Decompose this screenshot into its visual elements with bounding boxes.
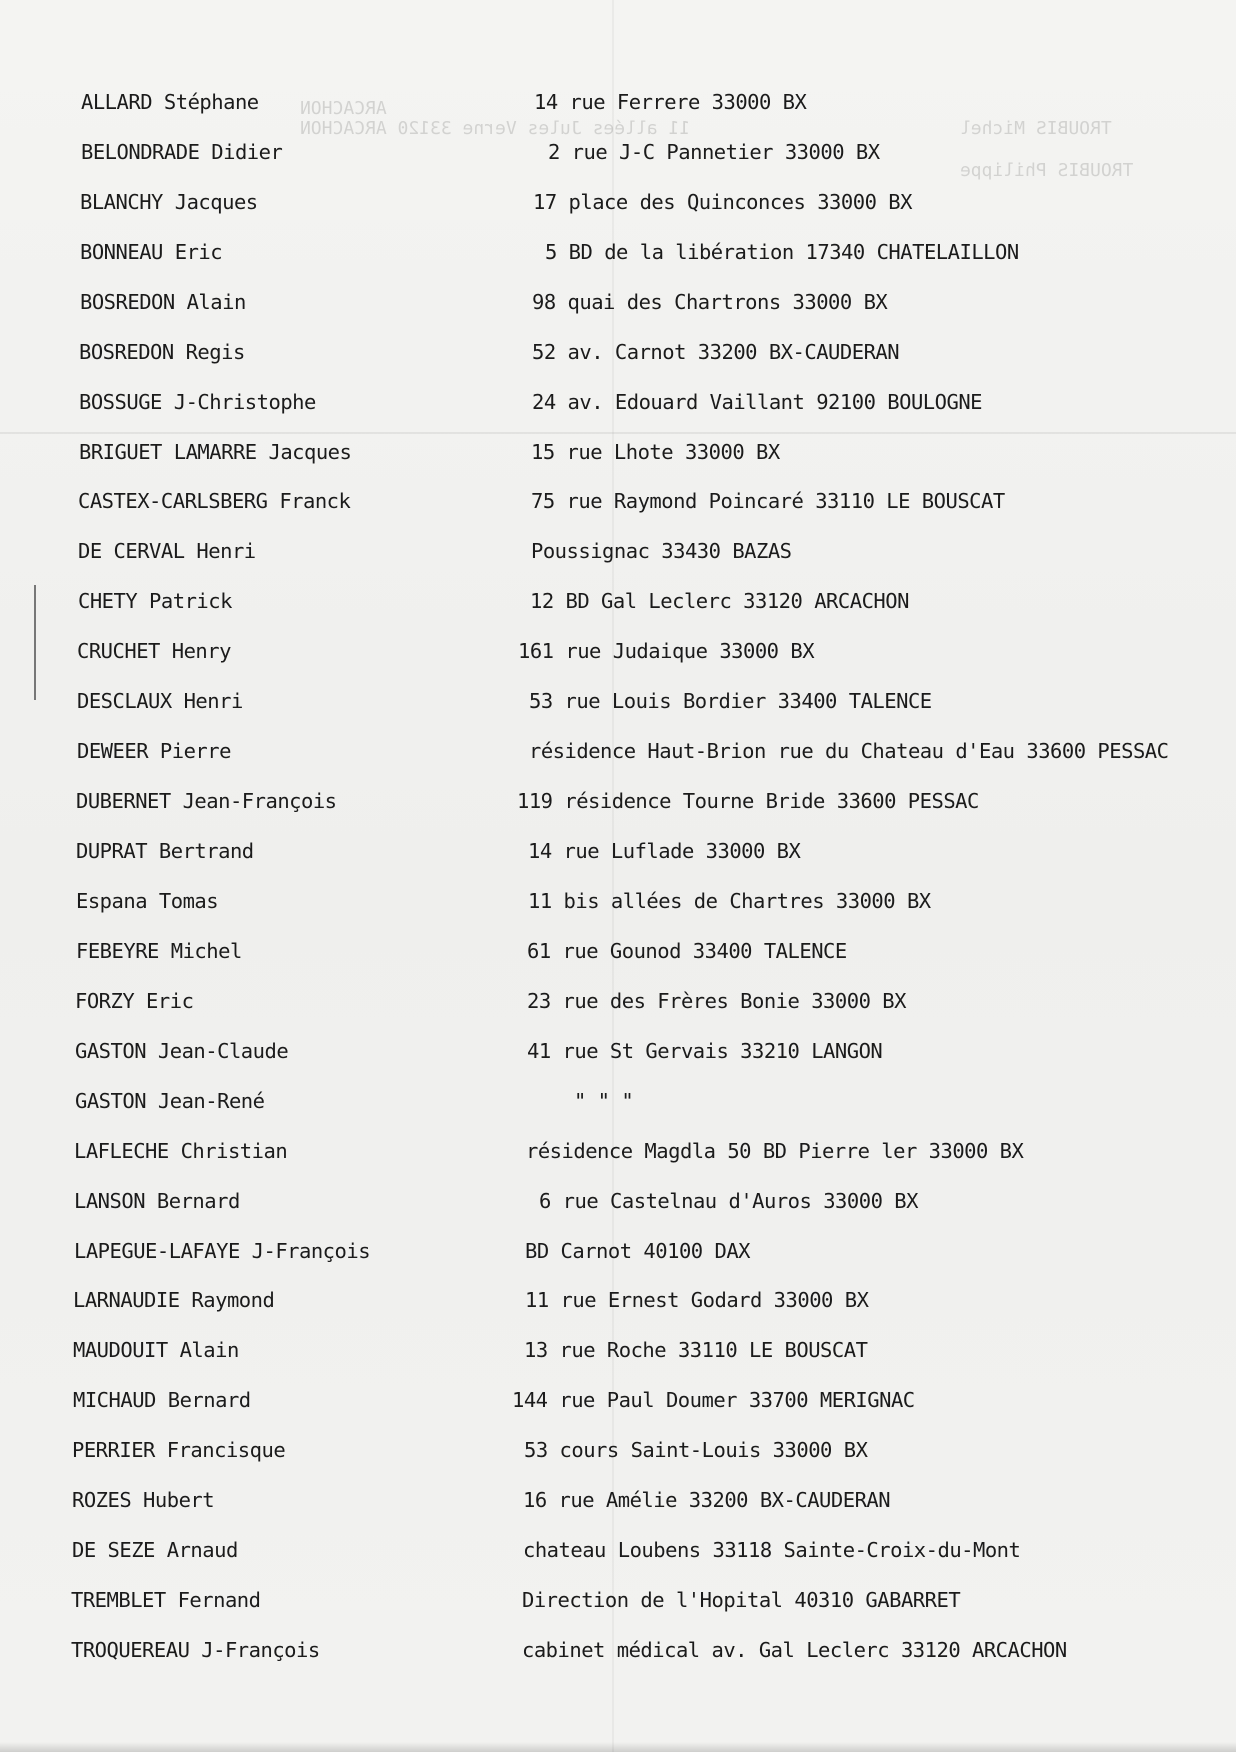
- list-item: [0, 390, 1200, 420]
- entry-name: BOSREDON Alain: [80, 290, 246, 314]
- list-item: [0, 789, 1200, 819]
- bleed-through-text: ARCACHON: [300, 98, 387, 119]
- bleed-through-text: 11 allées Jules Verne 33120 ARCACHON: [300, 118, 691, 139]
- list-item: [0, 1039, 1200, 1069]
- list-item: [0, 1588, 1200, 1618]
- entry-name: DUPRAT Bertrand: [76, 839, 254, 863]
- entry-address: 14 rue Ferrere 33000 BX: [534, 90, 807, 114]
- entry-name: DUBERNET Jean-François: [76, 789, 337, 813]
- entry-name: DE CERVAL Henri: [78, 539, 256, 563]
- list-item: [0, 290, 1200, 320]
- entry-name: LAFLECHE Christian: [74, 1139, 288, 1163]
- list-item: [0, 1288, 1200, 1318]
- entry-name: BELONDRADE Didier: [81, 140, 283, 164]
- list-item: [0, 489, 1200, 519]
- page-bottom-edge: [0, 1742, 1236, 1752]
- entry-name: ALLARD Stéphane: [81, 90, 259, 114]
- entry-name: PERRIER Francisque: [72, 1438, 286, 1462]
- entry-name: BONNEAU Eric: [80, 240, 223, 264]
- list-item: [0, 889, 1200, 919]
- entry-address: 61 rue Gounod 33400 TALENCE: [527, 939, 847, 963]
- entry-name: Espana Tomas: [76, 889, 219, 913]
- entry-address: 53 rue Louis Bordier 33400 TALENCE: [529, 689, 932, 713]
- entry-address: 11 bis allées de Chartres 33000 BX: [528, 889, 931, 913]
- entry-address: cabinet médical av. Gal Leclerc 33120 ARCACHON: [522, 1638, 1067, 1662]
- entry-name: GASTON Jean-René: [75, 1089, 265, 1113]
- entry-address: 12 BD Gal Leclerc 33120 ARCACHON: [530, 589, 909, 613]
- entry-address: Poussignac 33430 BAZAS: [531, 539, 792, 563]
- entry-name: ROZES Hubert: [72, 1488, 215, 1512]
- entry-address: 11 rue Ernest Godard 33000 BX: [525, 1288, 869, 1312]
- list-item: [0, 340, 1200, 370]
- list-item: [0, 1089, 1200, 1119]
- entry-name: DE SEZE Arnaud: [72, 1538, 238, 1562]
- entry-name: BRIGUET LAMARRE Jacques: [79, 440, 352, 464]
- entry-address: résidence Haut-Brion rue du Chateau d'Eau 33600 PESSAC: [529, 739, 1169, 763]
- list-item: [0, 1239, 1200, 1269]
- bleed-through-text: TROUBIS Philippe: [960, 160, 1134, 181]
- entry-name: LANSON Bernard: [74, 1189, 240, 1213]
- entry-name: MAUDOUIT Alain: [73, 1338, 239, 1362]
- entry-address: 23 rue des Frères Bonie 33000 BX: [527, 989, 906, 1013]
- list-item: [0, 989, 1200, 1019]
- entry-address: 17 place des Quinconces 33000 BX: [533, 190, 912, 214]
- entry-name: CASTEX-CARLSBERG Franck: [78, 489, 351, 513]
- entry-address: 53 cours Saint-Louis 33000 BX: [524, 1438, 868, 1462]
- list-item: [0, 140, 1200, 170]
- entry-address: " " ": [574, 1089, 634, 1113]
- list-item: [0, 440, 1200, 470]
- list-item: [0, 839, 1200, 869]
- entry-name: BLANCHY Jacques: [80, 190, 258, 214]
- entry-address: 2 rue J-C Pannetier 33000 BX: [548, 140, 880, 164]
- entry-address: résidence Magdla 50 BD Pierre ler 33000 BX: [526, 1139, 1024, 1163]
- entry-address: 24 av. Edouard Vaillant 92100 BOULOGNE: [532, 390, 982, 414]
- list-item: [0, 240, 1200, 270]
- list-item: [0, 1338, 1200, 1368]
- list-item: [0, 1438, 1200, 1468]
- entry-address: BD Carnot 40100 DAX: [525, 1239, 750, 1263]
- list-item: [0, 939, 1200, 969]
- entry-address: 144 rue Paul Doumer 33700 MERIGNAC: [512, 1388, 915, 1412]
- entry-address: 41 rue St Gervais 33210 LANGON: [527, 1039, 883, 1063]
- entry-address: 98 quai des Chartrons 33000 BX: [532, 290, 888, 314]
- list-item: [0, 190, 1200, 220]
- entry-address: 14 rue Luflade 33000 BX: [528, 839, 801, 863]
- entry-name: LARNAUDIE Raymond: [73, 1288, 275, 1312]
- entry-name: FEBEYRE Michel: [76, 939, 242, 963]
- entry-address: 52 av. Carnot 33200 BX-CAUDERAN: [532, 340, 900, 364]
- list-item: [0, 1488, 1200, 1518]
- entry-name: TROQUEREAU J-François: [71, 1638, 320, 1662]
- entry-address: 16 rue Amélie 33200 BX-CAUDERAN: [523, 1488, 891, 1512]
- list-item: [0, 589, 1200, 619]
- bleed-through-text: TROUBIS Michel: [960, 118, 1112, 139]
- list-item: [0, 539, 1200, 569]
- entry-address: 5 BD de la libération 17340 CHATELAILLON: [545, 240, 1019, 264]
- list-item: [0, 1139, 1200, 1169]
- entry-address: 75 rue Raymond Poincaré 33110 LE BOUSCAT: [531, 489, 1005, 513]
- entry-name: BOSREDON Regis: [79, 340, 245, 364]
- entry-address: 161 rue Judaique 33000 BX: [518, 639, 815, 663]
- entry-name: BOSSUGE J-Christophe: [79, 390, 316, 414]
- list-item: [0, 1388, 1200, 1418]
- entry-address: 13 rue Roche 33110 LE BOUSCAT: [524, 1338, 868, 1362]
- list-item: [0, 639, 1200, 669]
- entry-name: MICHAUD Bernard: [73, 1388, 251, 1412]
- list-item: [0, 90, 1200, 120]
- entry-address: Direction de l'Hopital 40310 GABARRET: [522, 1588, 961, 1612]
- list-item: [0, 1189, 1200, 1219]
- entry-name: CRUCHET Henry: [77, 639, 231, 663]
- list-item: [0, 1538, 1200, 1568]
- entry-name: DEWEER Pierre: [77, 739, 231, 763]
- entry-name: DESCLAUX Henri: [77, 689, 243, 713]
- entry-address: 6 rue Castelnau d'Auros 33000 BX: [539, 1189, 918, 1213]
- entry-name: LAPEGUE-LAFAYE J-François: [74, 1239, 371, 1263]
- list-item: [0, 689, 1200, 719]
- entry-address: 119 résidence Tourne Bride 33600 PESSAC: [517, 789, 979, 813]
- entry-name: GASTON Jean-Claude: [75, 1039, 289, 1063]
- list-item: [0, 1638, 1200, 1668]
- entry-name: FORZY Eric: [75, 989, 194, 1013]
- entry-name: CHETY Patrick: [78, 589, 232, 613]
- entry-address: 15 rue Lhote 33000 BX: [531, 440, 780, 464]
- list-item: [0, 739, 1200, 769]
- entry-name: TREMBLET Fernand: [71, 1588, 261, 1612]
- entry-address: chateau Loubens 33118 Sainte-Croix-du-Mont: [523, 1538, 1021, 1562]
